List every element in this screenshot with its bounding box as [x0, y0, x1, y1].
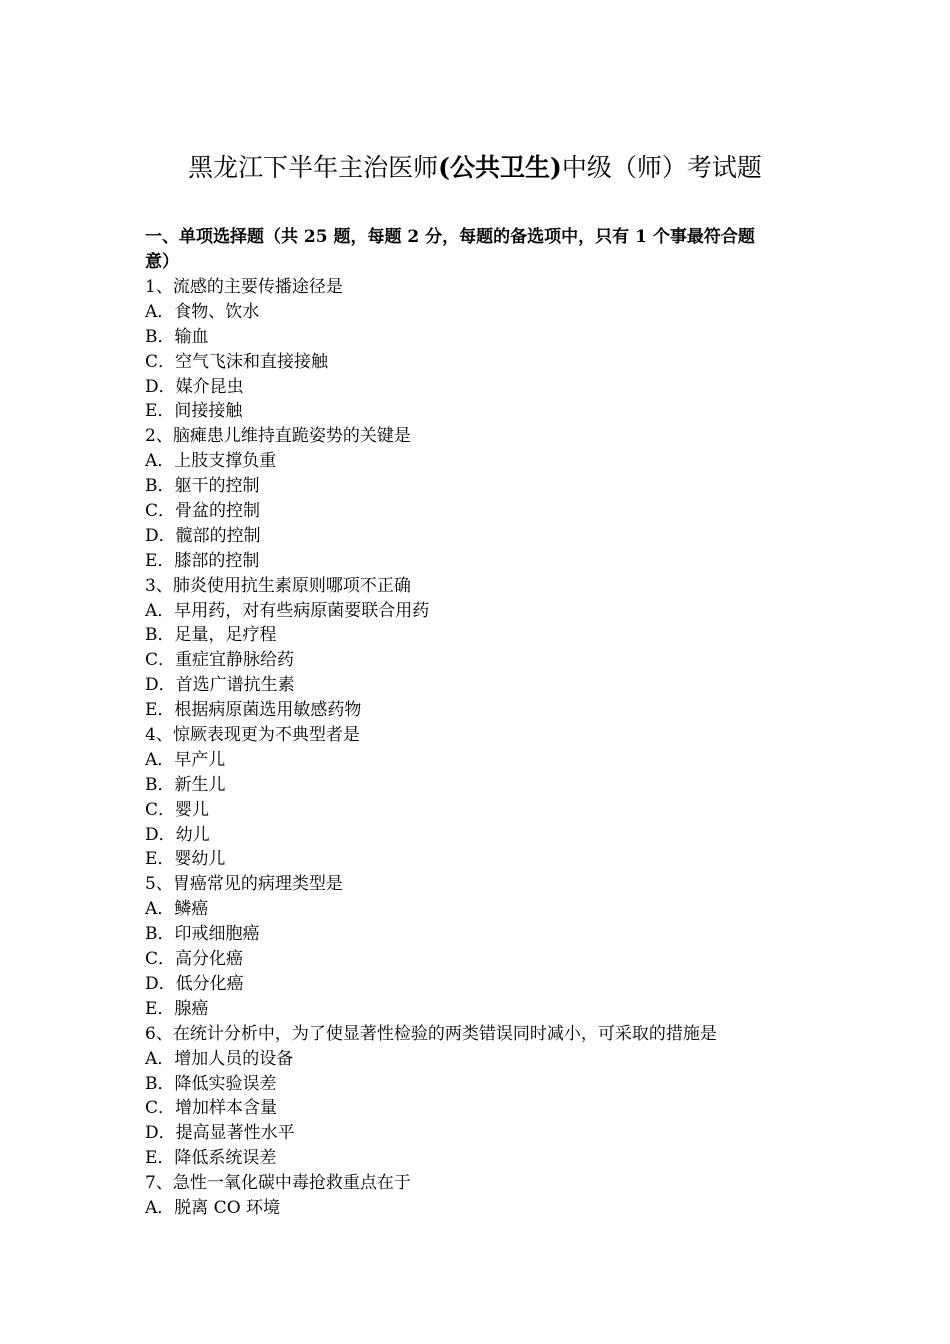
question-5	[145, 872, 825, 1021]
answer-option: D．首选广谱抗生素	[145, 675, 295, 696]
question-stem: 5、胃癌常见的病理类型是	[145, 874, 343, 895]
answer-option: B．足量，足疗程	[145, 625, 277, 646]
title-part-1: 黑龙江下半年主治医师	[188, 153, 439, 182]
question-4	[145, 723, 825, 872]
answer-option: B．躯干的控制	[145, 476, 260, 497]
answer-option: A．食物、饮水	[145, 301, 260, 322]
answer-option: C．婴儿	[145, 799, 210, 820]
answer-option: D．幼儿	[145, 824, 210, 845]
section-heading-line-2: 意）	[145, 252, 179, 272]
question-stem: 4、惊厥表现更为不典型者是	[145, 725, 360, 746]
answer-option: C．高分化癌	[145, 949, 244, 970]
question-1	[145, 275, 825, 424]
answer-option: B．降低实验误差	[145, 1073, 277, 1094]
question-stem: 1、流感的主要传播途径是	[145, 277, 343, 297]
answer-option: E．降低系统误差	[145, 1148, 277, 1169]
answer-option: E．腺癌	[145, 998, 209, 1019]
answer-option: B．新生儿	[145, 774, 226, 795]
question-stem: 2、脑瘫患儿维持直跪姿势的关键是	[145, 426, 411, 447]
question-stem: 7、急性一氧化碳中毒抢救重点在于	[145, 1173, 411, 1194]
answer-option: D．提高显著性水平	[145, 1123, 295, 1144]
document-body	[145, 225, 825, 1221]
answer-option: D．髋部的控制	[145, 525, 261, 546]
answer-option: C．增加样本含量	[145, 1098, 278, 1119]
answer-option: A．早用药，对有些病原菌要联合用药	[145, 600, 430, 621]
answer-option: C．重症宜静脉给药	[145, 650, 295, 671]
question-7	[145, 1171, 825, 1221]
answer-option: C．空气飞沫和直接接触	[145, 351, 329, 372]
question-3	[145, 574, 825, 723]
question-2	[145, 424, 825, 573]
answer-option: A．鳞癌	[145, 899, 209, 920]
answer-option: B．输血	[145, 326, 209, 347]
answer-option: B．印戒细胞癌	[145, 924, 260, 945]
section-heading-line-1: 一、单项选择题（共 25 题，每题 2 分，每题的备选项中，只有 1 个事最符合题	[145, 227, 755, 247]
answer-option: D．媒介昆虫	[145, 376, 244, 397]
title-part-3: 中级（师）考试题	[561, 153, 762, 182]
page-title	[0, 148, 950, 188]
answer-option: A．脱离 CO 环境	[145, 1197, 281, 1218]
question-stem: 6、在统计分析中，为了使显著性检验的两类错误同时减小，可采取的措施是	[145, 1023, 717, 1044]
answer-option: E．间接接触	[145, 401, 243, 422]
answer-option: E．膝部的控制	[145, 550, 260, 571]
title-part-2: (公共卫生)	[438, 153, 562, 182]
question-stem: 3、肺炎使用抗生素原则哪项不正确	[145, 575, 411, 596]
answer-option: A．早产儿	[145, 749, 226, 770]
answer-option: C．骨盆的控制	[145, 501, 261, 522]
question-6	[145, 1022, 825, 1171]
answer-option: E．根据病原菌选用敏感药物	[145, 700, 362, 721]
answer-option: A．增加人员的设备	[145, 1048, 294, 1069]
answer-option: E．婴幼儿	[145, 849, 226, 870]
answer-option: A．上肢支撑负重	[145, 451, 277, 472]
answer-option: D．低分化癌	[145, 973, 244, 994]
